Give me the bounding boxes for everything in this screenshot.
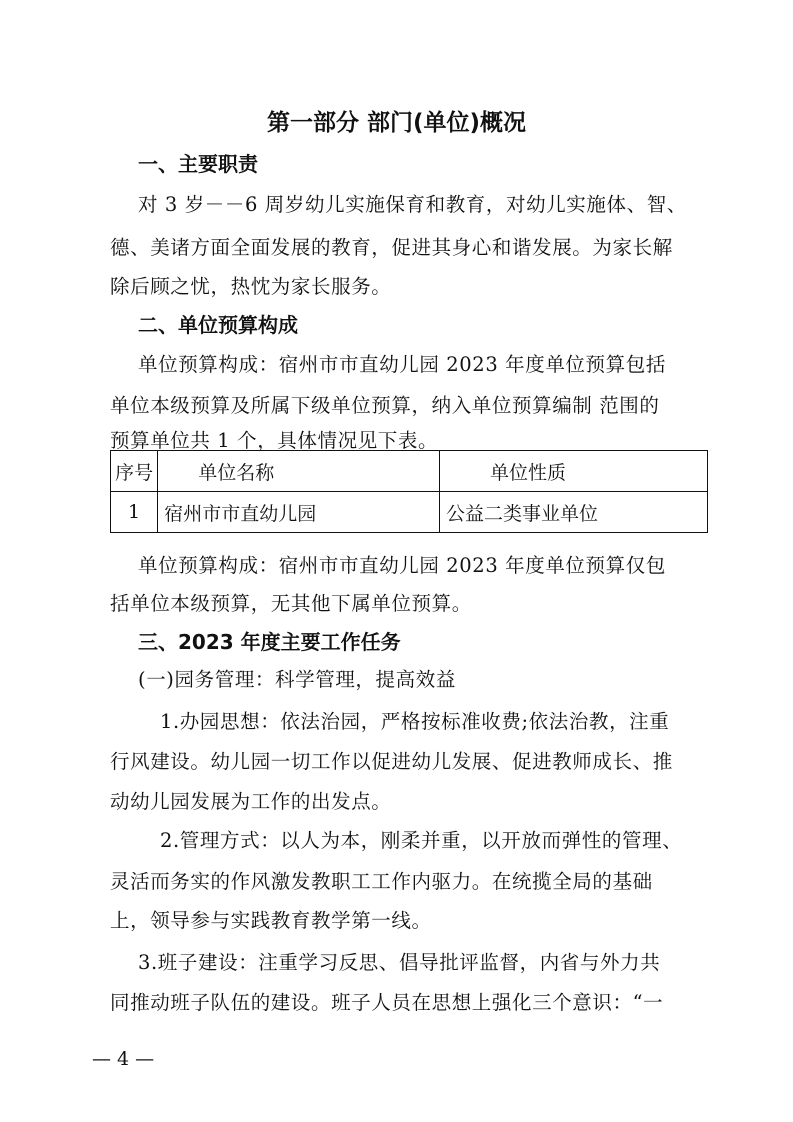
- cell-unit-name: 宿州市市直幼儿园: [158, 492, 440, 533]
- paragraph-line: 单位预算构成：宿州市市直幼儿园 2023 年度单位预算包括: [138, 353, 666, 376]
- section-heading-budget-composition: 二、单位预算构成: [138, 313, 298, 337]
- paragraph-line: 行风建设。幼儿园一切工作以促进幼儿发展、促进教师成长、推: [110, 750, 673, 773]
- paragraph-line: 括单位本级预算，无其他下属单位预算。: [110, 592, 472, 615]
- paragraph-line: 2.管理方式：以人为本，刚柔并重，以开放而弹性的管理、: [160, 829, 683, 852]
- paragraph-line: 同推动班子队伍的建设。班子人员在思想上强化三个意识：“一: [110, 991, 664, 1014]
- paragraph-line: 动幼儿园发展为工作的出发点。: [110, 790, 392, 813]
- header-cell-unit-type: 单位性质: [439, 451, 707, 492]
- unit-table: [110, 450, 708, 533]
- paragraph-line: 单位预算构成：宿州市市直幼儿园 2023 年度单位预算仅包: [138, 554, 666, 577]
- subheading-garden-management: (一)园务管理：科学管理，提高效益: [138, 668, 456, 691]
- header-cell-unit-name: 单位名称: [158, 451, 440, 492]
- paragraph-line: 3.班子建设：注重学习反思、倡导批评监督，内省与外力共: [138, 951, 661, 974]
- paragraph-line: 德、美诸方面全面发展的教育，促进其身心和谐发展。为家长解: [110, 236, 673, 259]
- header-cell-index: 序号: [111, 451, 158, 492]
- cell-index: 1: [111, 492, 158, 533]
- section-heading-work-tasks: 三、2023 年度主要工作任务: [138, 630, 401, 654]
- paragraph-line: 1.办园思想：依法治园，严格按标准收费;依法治教，注重: [160, 710, 670, 733]
- paragraph-line: 预算单位共 1 个，具体情况见下表。: [110, 429, 439, 452]
- table-row: [111, 492, 708, 533]
- paragraph-line: 除后顾之忧，热忱为家长服务。: [110, 275, 392, 298]
- table-header-row: [111, 451, 708, 492]
- paragraph-line: 单位本级预算及所属下级单位预算，纳入单位预算编制 范围的: [110, 394, 660, 417]
- section-heading-duties: 一、主要职责: [138, 152, 258, 176]
- page-number: — 4 —: [92, 1048, 155, 1070]
- paragraph-line: 对 3 岁－－6 周岁幼儿实施保育和教育，对幼儿实施体、智、: [138, 193, 687, 216]
- paragraph-line: 灵活而务实的作风激发教职工工作内驱力。在统揽全局的基础: [110, 870, 653, 893]
- cell-unit-type: 公益二类事业单位: [439, 492, 707, 533]
- page-title: 第一部分 部门(单位)概况: [266, 110, 527, 136]
- paragraph-line: 上，领导参与实践教育教学第一线。: [110, 909, 432, 932]
